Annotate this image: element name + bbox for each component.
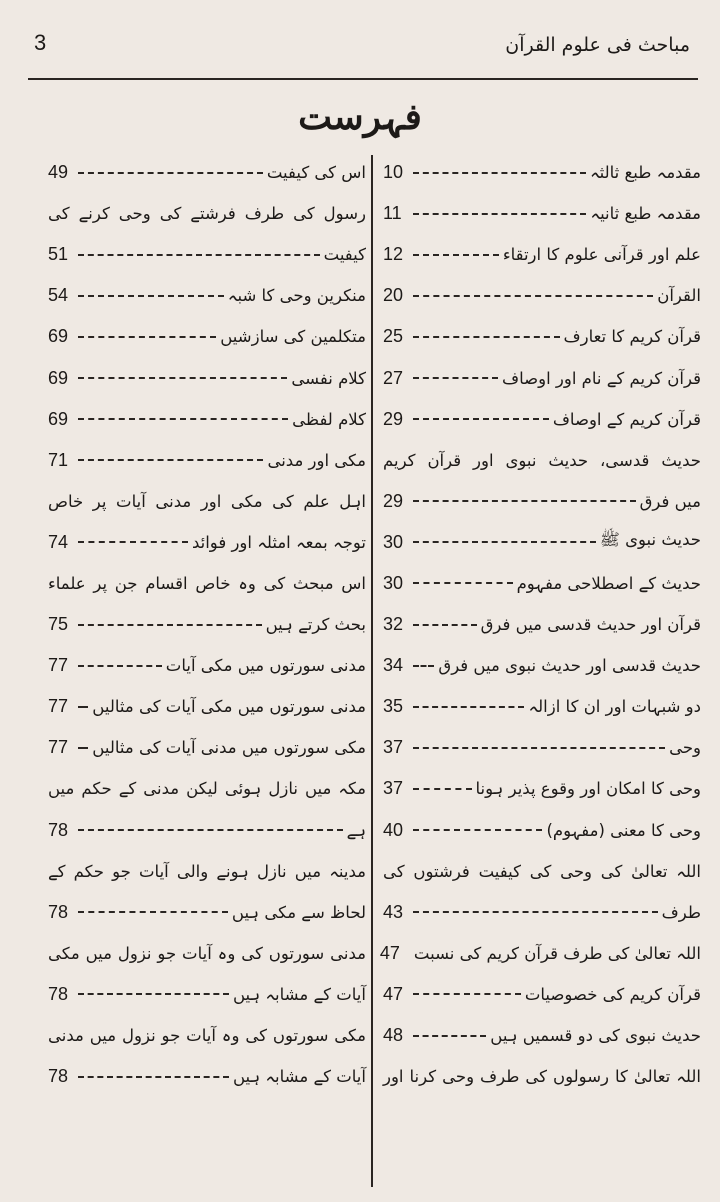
dot-leader [413,254,499,256]
toc-entry-title: مدنی سورتوں میں مکی آیات کی مثالیں [92,697,366,717]
toc-entry-title: قرآن کریم کے اوصاف [552,409,701,429]
toc-entry-page: 29 [383,490,404,511]
dot-leader [413,993,521,995]
toc-entry [383,152,701,193]
toc-entry-title: اہل علم کی مکی اور مدنی آیات پر خاص [48,491,366,511]
toc-entry [48,851,366,892]
toc-entry-page: 35 [383,696,404,717]
toc-entry-page: 69 [48,326,69,347]
toc-entry-page: 77 [48,696,69,717]
toc-entry [383,974,701,1015]
toc-entry [48,440,366,481]
dot-leader [413,582,513,584]
toc-entry [379,933,701,974]
dot-leader [413,788,472,790]
toc-entry-title: لحاظ سے مکی ہیں [231,902,366,922]
toc-entry-title: بحث کرتے ہیں [265,615,366,635]
dot-leader [78,418,288,420]
dot-leader [413,418,549,420]
toc-entry-page: 78 [48,901,69,922]
toc-entry-page: 78 [48,1066,69,1087]
toc-entry [48,645,366,686]
dot-leader [413,213,586,215]
toc-entry-page: 78 [48,819,69,840]
toc-entry-title: قرآن اور حدیث قدسی میں فرق [480,615,701,635]
toc-entry [48,1056,366,1097]
toc-entry-page: 20 [383,285,404,306]
toc-entry-page: 49 [48,162,69,183]
toc-entry [48,193,366,234]
toc-entry-title: کلام لفظی [292,409,366,429]
column-divider [371,155,373,1187]
dot-leader [78,747,88,749]
header-rule [28,78,698,80]
toc-right-column [379,152,701,1097]
toc-entry [48,768,366,809]
toc-entry-title: حدیث نبوی ﷺ [599,530,701,550]
toc-entry-page: 47 [379,942,400,963]
dot-leader [78,665,162,667]
toc-entry [48,481,366,522]
toc-entry-title: مقدمہ طبع ثانیہ [590,204,701,224]
dot-leader [413,172,586,174]
toc-entry-title: علم اور قرآنی علوم کا ارتقاء [502,245,701,265]
toc-entry-title: قرآن کریم کے نام اور اوصاف [501,368,701,388]
toc-entry [48,686,366,727]
toc-entry [48,933,366,974]
dot-leader [413,541,596,543]
toc-entry-page: 75 [48,614,69,635]
toc-entry-page: 37 [383,778,404,799]
toc-entry-title: وحی کا امکان اور وقوع پذیر ہونا [475,779,701,799]
toc-entry [383,481,701,522]
dot-leader [413,829,542,831]
toc-entry-page: 43 [383,901,404,922]
toc-entry-page: 48 [383,1025,404,1046]
toc-entry-title: متکلمین کی سازشیں [220,327,366,347]
toc-entry-page: 32 [383,614,404,635]
toc-entry-title: توجہ بمعہ امثلہ اور فوائد [191,532,366,552]
dot-leader [78,993,229,995]
toc-entry [48,810,366,851]
toc-entry-title: حدیث نبوی کی دو قسمیں ہیں [490,1026,701,1046]
toc-entry-page: 74 [48,531,69,552]
toc-entry-title: کلام نفسی [291,368,366,388]
toc-entry-title: مکی اور مدنی [267,450,366,470]
dot-leader [78,172,263,174]
toc-entry [48,234,366,275]
toc-entry [383,645,701,686]
toc-entry-title: ہے [346,820,366,840]
toc-entry-page: 30 [383,572,404,593]
toc-entry-title: طرف [661,902,701,922]
toc-entry-title: مکہ میں نازل ہوئی لیکن مدنی کے حکم میں [48,779,366,799]
toc-entry [383,316,701,357]
dot-leader [413,747,665,749]
dot-leader [413,295,653,297]
toc-entry [48,522,366,563]
toc-entry [383,768,701,809]
toc-entry [383,357,701,398]
toc-entry [383,727,701,768]
toc-entry [48,316,366,357]
dot-leader [78,336,216,338]
dot-leader [413,500,636,502]
toc-entry-page: 54 [48,285,69,306]
toc-entry-page: 27 [383,367,404,388]
toc-entry [48,275,366,316]
toc-entry [48,727,366,768]
dot-leader [413,911,658,913]
toc-entry [48,399,366,440]
toc-entry [383,1015,701,1056]
dot-leader [78,295,224,297]
toc-entry-title: وحی کا معنی (مفہوم) [546,820,701,840]
page-title: فہرست [298,96,422,138]
toc-entry-page: 77 [48,655,69,676]
toc-entry [48,357,366,398]
running-title: مباحث فی علوم القرآن [505,34,690,56]
toc-entry-title: قرآن کریم کا تعارف [563,327,701,347]
toc-entry-page: 10 [383,162,404,183]
dot-leader [413,706,524,708]
toc-entry-title: حدیث قدسی، حدیث نبوی اور قرآن کریم [383,450,701,470]
toc-entry [383,193,701,234]
toc-entry-page: 29 [383,408,404,429]
toc-entry-title: اس مبحث کی وہ خاص اقسام جن پر علماء [48,573,366,593]
toc-entry-page: 34 [383,655,404,676]
toc-entry-title: اس کی کیفیت [266,163,366,183]
dot-leader [413,665,434,667]
toc-entry [48,892,366,933]
toc-entry [383,686,701,727]
toc-entry [383,234,701,275]
toc-entry-title: دو شبہات اور ان کا ازالہ [528,697,701,717]
toc-entry [48,152,366,193]
dot-leader [413,624,477,626]
toc-entry-page: 71 [48,449,69,470]
toc-entry [383,851,701,892]
toc-entry-title: اللہ تعالیٰ کی وحی کی کیفیت فرشتوں کی [383,861,701,881]
toc-entry-title: مدینہ میں نازل ہونے والی آیات جو حکم کے [48,861,366,881]
dot-leader [78,254,320,256]
toc-entry [383,1056,701,1097]
dot-leader [413,336,560,338]
toc-entry-title: حدیث کے اصطلاحی مفہوم [516,573,701,593]
toc-entry-page: 69 [48,408,69,429]
toc-entry-page: 51 [48,244,69,265]
toc-entry [48,604,366,645]
toc-entry-title: مدنی سورتوں کی وہ آیات جو نزول میں مکی [48,943,366,963]
toc-entry-page: 37 [383,737,404,758]
toc-entry-title: القرآن [657,286,701,306]
toc-entry-title: مقدمہ طبع ثالثہ [589,163,701,183]
toc-entry [383,604,701,645]
toc-entry-page: 78 [48,983,69,1004]
toc-entry-page: 47 [383,983,404,1004]
toc-entry-title: کیفیت [323,245,366,265]
dot-leader [413,377,498,379]
toc-entry-title: آیات کے مشابہ ہیں [232,984,366,1004]
toc-entry-title: مکی سورتوں کی وہ آیات جو نزول میں مدنی [48,1026,366,1046]
toc-entry-page: 30 [383,531,404,552]
toc-entry [383,522,701,563]
toc-entry [48,974,366,1015]
toc-entry [383,563,701,604]
dot-leader [78,459,263,461]
toc-entry-title: مکی سورتوں میں مدنی آیات کی مثالیں [92,738,366,758]
page-number: 3 [34,30,47,55]
toc-entry-title: اللہ تعالیٰ کی طرف قرآن کریم کی نسبت [413,943,701,963]
toc-entry [383,810,701,851]
dot-leader [78,706,88,708]
dot-leader [78,377,287,379]
toc-entry-page: 25 [383,326,404,347]
toc-left-column [48,152,366,1097]
toc-entry-title: رسول کی طرف فرشتے کی وحی کرنے کی [48,204,366,224]
toc-entry-title: منکرین وحی کا شبہ [227,286,366,306]
toc-entry-title: میں فرق [639,491,701,511]
dot-leader [78,541,188,543]
toc-entry-page: 77 [48,737,69,758]
dot-leader [413,1035,486,1037]
toc-entry-title: آیات کے مشابہ ہیں [232,1067,366,1087]
toc-entry-page: 12 [383,244,404,265]
toc-entry-title: قرآن کریم کی خصوصیات [524,984,701,1004]
toc-entry [48,1015,366,1056]
toc-entry-page: 11 [383,203,402,224]
toc-entry-page: 40 [383,819,404,840]
toc-entry [383,892,701,933]
dot-leader [78,624,262,626]
toc-entry [383,275,701,316]
toc-entry-title: اللہ تعالیٰ کا رسولوں کی طرف وحی کرنا اور [383,1067,701,1087]
dot-leader [78,829,343,831]
toc-entry [48,563,366,604]
dot-leader [78,1076,229,1078]
toc-entry [383,440,701,481]
toc-entry-page: 69 [48,367,69,388]
toc-entry-title: وحی [669,738,701,758]
toc-entry-title: مدنی سورتوں میں مکی آیات [165,656,366,676]
dot-leader [78,911,228,913]
toc-entry-title: حدیث قدسی اور حدیث نبوی میں فرق [438,656,701,676]
toc-entry [383,399,701,440]
